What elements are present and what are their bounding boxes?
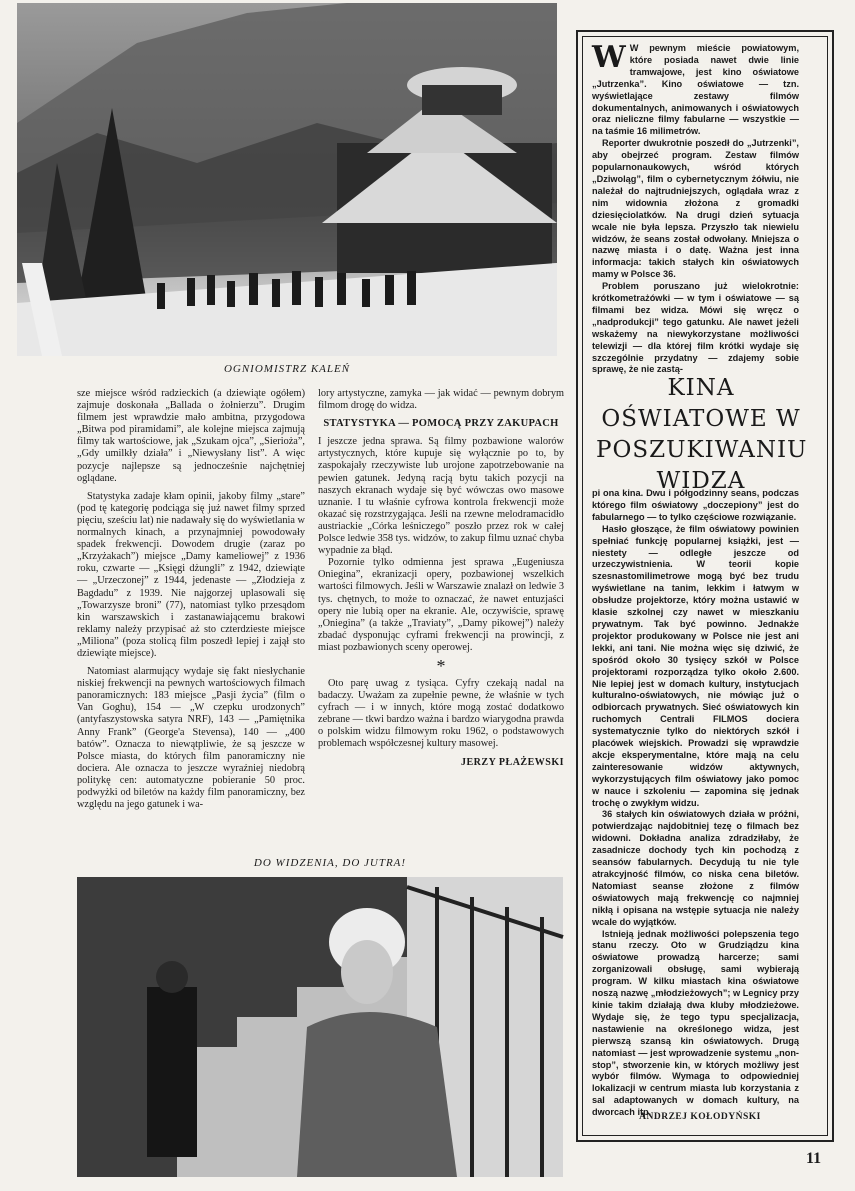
- sidebar-headline: KINA OŚWIATOWE W POSZUKIWANIU WIDZA: [596, 375, 808, 494]
- section-separator: *: [436, 655, 446, 676]
- article-paragraph: lory artystyczne, zamyka — jak widać — pewnym dobrym filmom drogę do widza.: [318, 388, 564, 412]
- article-author: JERZY PŁAŻEWSKI: [461, 756, 564, 768]
- top-photo: [17, 3, 557, 356]
- film-still-image: [17, 3, 557, 356]
- article-paragraph: sze miejsce wśród radzieckich (a dziewiąte ogółem) zajmuje doskonała „Ballada o żołnierzu”. Drugim filmem jest wprawdzie mało ambitna, przygodowa „Bitwa pod piramidami”, ale kolejne miejsca zajmują filmy tak wartościowe, jak „Szukam ojca”, „Sierioża”, „Gdy umilkły działa” i „Niewysłany list”. A więc pozycje najlepsze są jednocześnie najchętniej oglądane.: [77, 388, 305, 484]
- article-paragraph: Statystyka zadaje kłam opinii, jakoby filmy „stare” (pod tę kategorię podciąga się już nawet filmy sprzed pięciu, sześciu lat) nie nadawały się do wyświetlania w normalnych kinach, a przynajmniej powodowały spadek frekwencji. Dowodem drugie (zaraz po „Krzyżakach”) miejsce „Damy kameliowej” z 1936 roku, czwarte — „Księgi dżungli” z 1942, dziewiąte — „Urzeczonej” z 1944, jedenaste — „Złodzieja z Bagdadu” z 1939. Nie najgorzej uplasowali się „Towarzysze broni” (77), natomiast tylko przesądom kin warszawskich i zastanawiającemu brakowi reklamy należy przypisać aż sto czterdzieste miejsce „Miliona” (poza stolicą film poszedł lepiej i zajął sto dziewiąte miejsce).: [77, 490, 305, 659]
- article-column-2: [318, 388, 564, 833]
- page-number: 11: [806, 1150, 822, 1167]
- drop-cap: W: [592, 40, 626, 75]
- sidebar-paragraph: Reporter dwukrotnie poszedł do „Jutrzenki”, aby obejrzeć program. Zestaw filmów popularnonaukowych, wśród których „Dziwoląg”, film o cybernetycznym żółwiu, nie należał do najtrudniejszych, oglądała wraz z nim widownia złożona z gromadki dziesięciolatków. Na drugi dzień sytuacja wcale nie była lepsza. Przyszło tak niewielu widzów, że seans został odwołany. Mniejsza o nazwę miasta i o datę. Ważna jest inna informacja: takich stałych kin oświatowych mamy w Polsce 36.: [592, 138, 799, 280]
- sidebar-paragraph: Hasło głoszące, że film oświatowy powinien spełniać funkcję popularnej książki, jest — niestety — odległe jeszcze od urzeczywistnienia. W teorii kopie szesnastomilimetrowe mogą być bez trudu wyświetlane na tanim, lekkim i łatwym w obsłudze projektorze, który można ustawić w klasie szkolnej czy nawet w mieszkaniu prywatnym. Tak być powinno. Jednakże projektor produkowany w Polsce nie jest ani lekki, ani tani. Nie można więc się dziwić, że spośród około 30 tysięcy szkół w Polsce projektorami rozporządza tylko około 2.600. Nie lepiej jest w domach kultury, instytucjach kulturalno-oświatowych, nie mówiąc już o odbiorcach prywatnych. Sieć oświatowych kin ruchomych Centrali FILMOS dociera systematycznie tylko do niektórych szkół i placówek wiejskich. Prowadzi się wprawdzie akcje eksperymentalne, które mają na celu zainteresowanie widzów aktywnych, wykorzystujących film oświatowy jako pomoc w nauce i szkoleniu — zapomina się jednak trochę o zwykłym widzu.: [592, 523, 799, 808]
- sidebar-paragraph: Istnieją jednak możliwości polepszenia tego stanu rzeczy. Oto w Grudziądzu kina oświatowe prowadzą harcerze; sami zorganizowali obsługę, sami wybierają program. W kilku miastach kina oświatowe noszą nazwę „młodzieżowych”; w Legnicy przy kinie takim działają dwa kluby młodzieżowe. Wydaje się, że tego typu specjalizacja, nastawienie na określonego widza, jest pierwszą szansą kin oświatowych. Drugą natomiast — jest wprowadzenie systemu „non-stop”, stworzenie kin, w których możliwy jest wybór filmów. Wymaga to odpowiedniej lokalizacji w centrum miasta lub korzystania z sal adaptowanych w domach kultury, na dworcach itp.: [592, 928, 799, 1118]
- article-paragraph: I jeszcze jedna sprawa. Są filmy pozbawione walorów artystycznych, które kupuje się wyłącznie po to, by zaspokajały rzeczywiste lub urojone zapotrzebowanie na pewien gatunek. Jedyną racją bytu takich pozycji na naszych ekranach wydaje się być wówczas owo masowe uznanie. I tu właśnie cyfrowa kontrola frekwencji może okazać się rozstrzygająca. Jeśli na rzewne melodramacidło austriackie „Córka leśniczego” poszło przez rok w całej Polsce ledwie 358 tys. widzów, to zakup filmu uznać chyba wypadnie za błąd.: [318, 436, 564, 557]
- section-heading: STATYSTYKA — POMOCĄ PRZY ZAKUPACH: [323, 418, 559, 430]
- sidebar-paragraph: Problem poruszano już wielokrotnie: krótkometrażówki — w tym i oświatowe — są filmami bez widza. Mówi się wręcz o „nadprodukcji” tego gatunku. Ale nawet jeżeli wskażemy na niewykorzystane możliwości telewizji — dla której film krótki wydaje się szczególnie przydatny — zdajemy sobie sprawę, że nie zastą-: [592, 281, 799, 375]
- article-paragraph: Oto parę uwag z tysiąca. Cyfry czekają nadal na badaczy. Uważam za zupełnie pewne, że właśnie w tych cyfrach — i w innych, które mogą zostać dodatkowo zebrane — tkwi bardzo ważna i bardzo wiarygodna prawda o polskim widzu filmowym roku 1962, o podstawowych problemach współczesnej kultury masowej.: [318, 677, 564, 750]
- article-column-1: [77, 388, 305, 840]
- sidebar-paragraph: pi ona kina. Dwu i półgodzinny seans, podczas którego film oświatowy „doczepiony” jest do fabularnego — to tylko częściowe rozwiązanie.: [592, 488, 799, 522]
- bottom-photo: [77, 877, 563, 1177]
- sidebar-paragraph: W pewnym mieście powiatowym, które posiada nawet dwie linie tramwajowe, jest kino oświatowe „Jutrzenka”. Kino oświatowe — tzn. wyświetlające zestawy filmów dokumentalnych, animowanych i oświatowych oraz nieliczne filmy fabularne — wszystkie — na taśmie 16 milimetrów.: [592, 43, 799, 137]
- article-paragraph: Pozornie tylko odmienna jest sprawa „Eugeniusza Oniegina”, ekranizacji opery, pozbawionej wszelkich wartości filmowych. Jeśli w Warszawie znalazł on ledwie 3 tys. chętnych, to może to oznaczać, że nawet entuzjaści opery nie lubią oper na ekranie. Ale, oczywiście, sprawę „Oniegina” (a także „Traviaty”, „Damy pikowej”) należy zbadać dysponując cyframi frekwencji na prowincji, z miast pozbawionych sceny operowej.: [318, 557, 564, 653]
- sidebar-paragraph: 36 stałych kin oświatowych działa w próżni, potwierdzając najdobitniej tezę o filmach bez widowni. Dokładna analiza zdradziłaby, że zasadnicze dochody tych kin pochodzą z seansów fabularnych. Decydują tu nie tyle atrakcyjność filmów, co niska cena biletów. Natomiast seanse złożone z filmów oświatowych mają frekwencję co najmniej nikłą i opisana na wstępie sytuacja nie należy wcale do wyjątków.: [592, 809, 799, 927]
- sidebar-intro: [592, 40, 799, 375]
- film-still-image: [77, 877, 563, 1177]
- sidebar-author: ANDRZEJ KOŁODYŃSKI: [639, 1112, 761, 1122]
- article-paragraph: Natomiast alarmujący wydaje się fakt niesłychanie niskiej frekwencji na pewnych wartościowych filmach panoramicznych: 183 miejsce „Pasji życia” (film o Van Goghu), 154 — „W czepku urodzonych” (antyfaszystowska satyra NRF), 143 — „Pamiętnika Anny Frank” (George'a Stevensa), 140 — „400 batów”. Oznacza to niewątpliwie, że są jeszcze w Polsce miasta, do których film panoramiczny nie dociera. Ale oznacza to jeszcze wyraźniej niedobrą politykę cen: automatyczne pobieranie 50 proc. podwyżki od biletów na każdy film panoramiczny, bez względu na jego gatunek i wa-: [77, 666, 305, 811]
- bottom-photo-caption: DO WIDZENIA, DO JUTRA!: [253, 857, 407, 869]
- top-photo-caption: OGNIOMISTRZ KALEŃ: [223, 363, 351, 375]
